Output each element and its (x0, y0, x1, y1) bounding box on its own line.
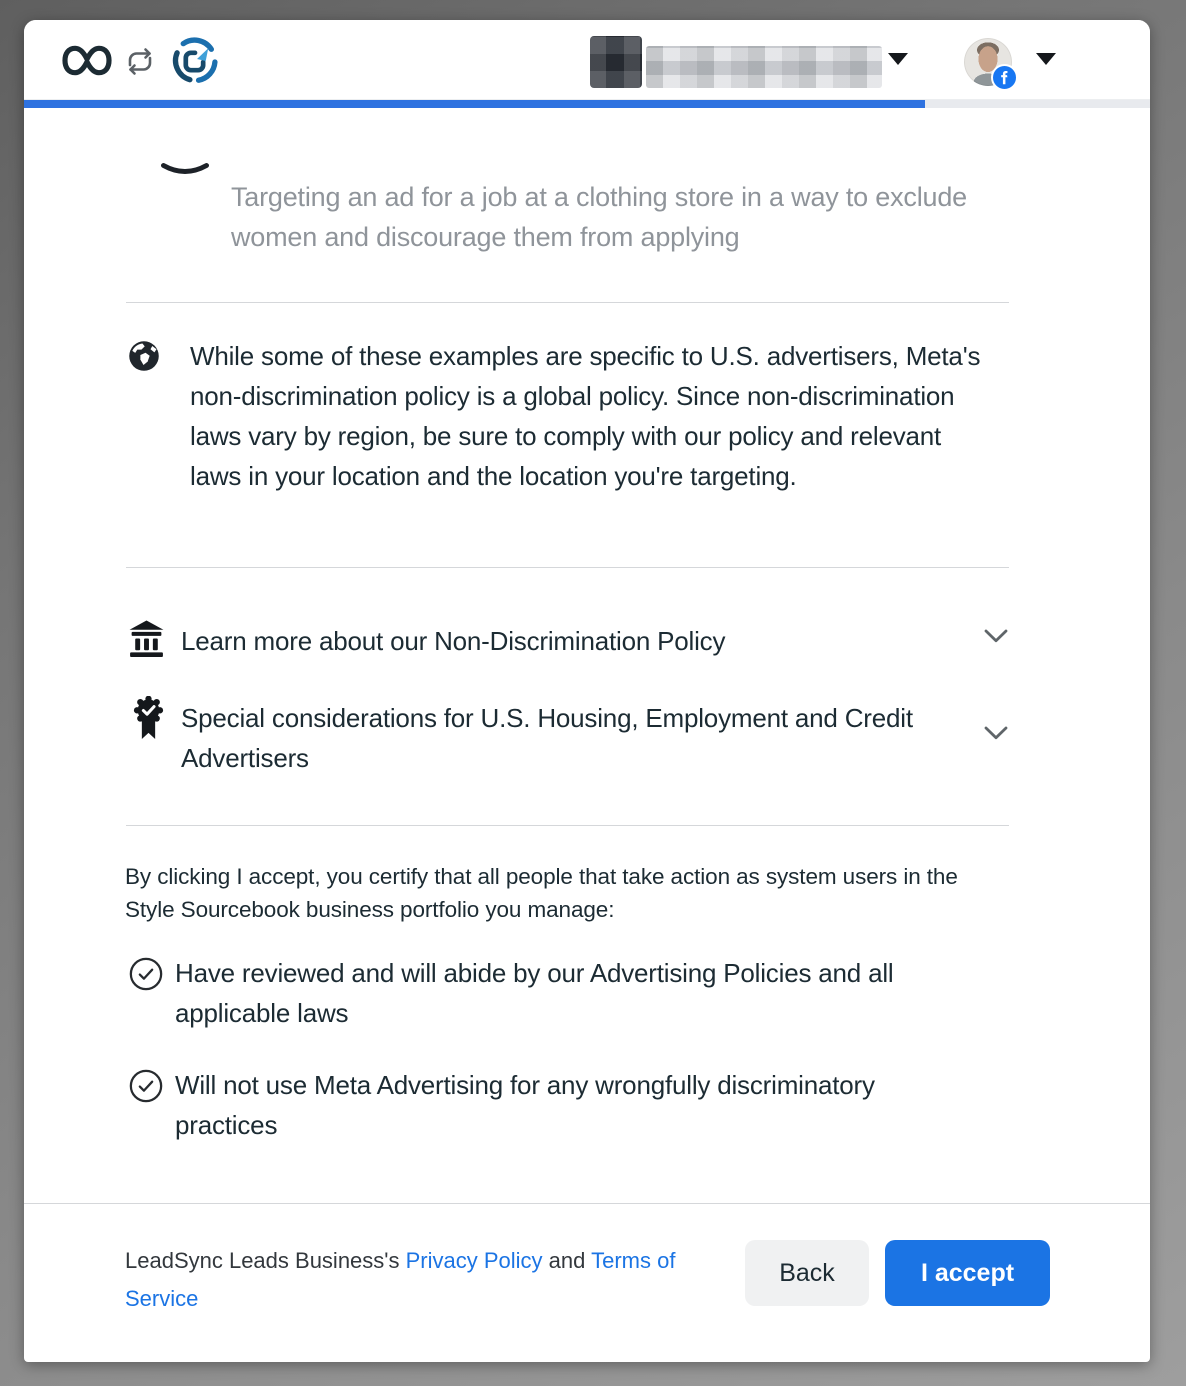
leadsync-logo-icon (172, 37, 219, 89)
clipped-example-circle-icon (160, 162, 210, 184)
progress-bar (24, 100, 1150, 108)
certify-item (129, 953, 1029, 1033)
back-button[interactable]: Back (745, 1240, 869, 1306)
globe-icon (128, 340, 160, 377)
divider (126, 567, 1009, 568)
facebook-badge-icon (991, 64, 1018, 91)
privacy-policy-link[interactable]: Privacy Policy (405, 1248, 543, 1273)
legal-prefix: LeadSync Leads Business's (125, 1248, 406, 1273)
business-caret-down-icon[interactable] (888, 53, 908, 65)
expander-label: Learn more about our Non-Discrimination Policy (181, 626, 726, 656)
certify-intro-text: By clicking I accept, you certify that all people that take action as system users in the Style Sourcebook business portfolio you manage: (125, 864, 958, 922)
certify-item-text: Have reviewed and will abide by our Advertising Policies and all applicable laws (175, 958, 894, 1028)
example-item-text: Targeting an ad for a job at a clothing store in a way to exclude women and discourage them from applying (231, 182, 967, 252)
check-circle-icon (129, 1069, 163, 1108)
divider (126, 825, 1009, 826)
certify-item (129, 1065, 1029, 1145)
legal-middle: and (542, 1248, 592, 1273)
business-name-redacted[interactable] (646, 46, 882, 88)
meta-logo-icon (62, 45, 112, 81)
terms-of-service-link[interactable]: Terms of Service (125, 1248, 676, 1311)
business-avatar-redacted[interactable] (590, 36, 642, 88)
chevron-down-icon[interactable] (984, 726, 1008, 746)
check-circle-icon (129, 957, 163, 996)
dialog-card (24, 20, 1150, 1362)
legal-text (125, 1242, 743, 1318)
award-badge-icon (133, 696, 164, 746)
expander-special-considerations[interactable] (24, 692, 1150, 784)
expander-label: Special considerations for U.S. Housing, Employment and Credit Advertisers (181, 703, 913, 773)
progress-fill (24, 100, 925, 108)
divider (126, 302, 1009, 303)
user-avatar[interactable] (964, 38, 1012, 86)
global-policy-note: While some of these examples are specific to U.S. advertisers, Meta's non-discrimination policy is a global policy. Since non-discrimination laws vary by region, be sure to comply with our policy and relevant laws in your location and the location you're targeting. (190, 341, 981, 491)
account-caret-down-icon[interactable] (1036, 53, 1056, 65)
chevron-down-icon[interactable] (984, 629, 1008, 649)
expander-non-discrimination-policy[interactable] (24, 616, 1150, 664)
header-bar (24, 20, 1150, 100)
certify-item-text: Will not use Meta Advertising for any wrongfully discriminatory practices (175, 1070, 875, 1140)
sync-arrows-icon (124, 47, 156, 81)
footer-divider (24, 1203, 1150, 1204)
accept-button[interactable]: I accept (885, 1240, 1050, 1306)
bank-icon (127, 619, 166, 663)
